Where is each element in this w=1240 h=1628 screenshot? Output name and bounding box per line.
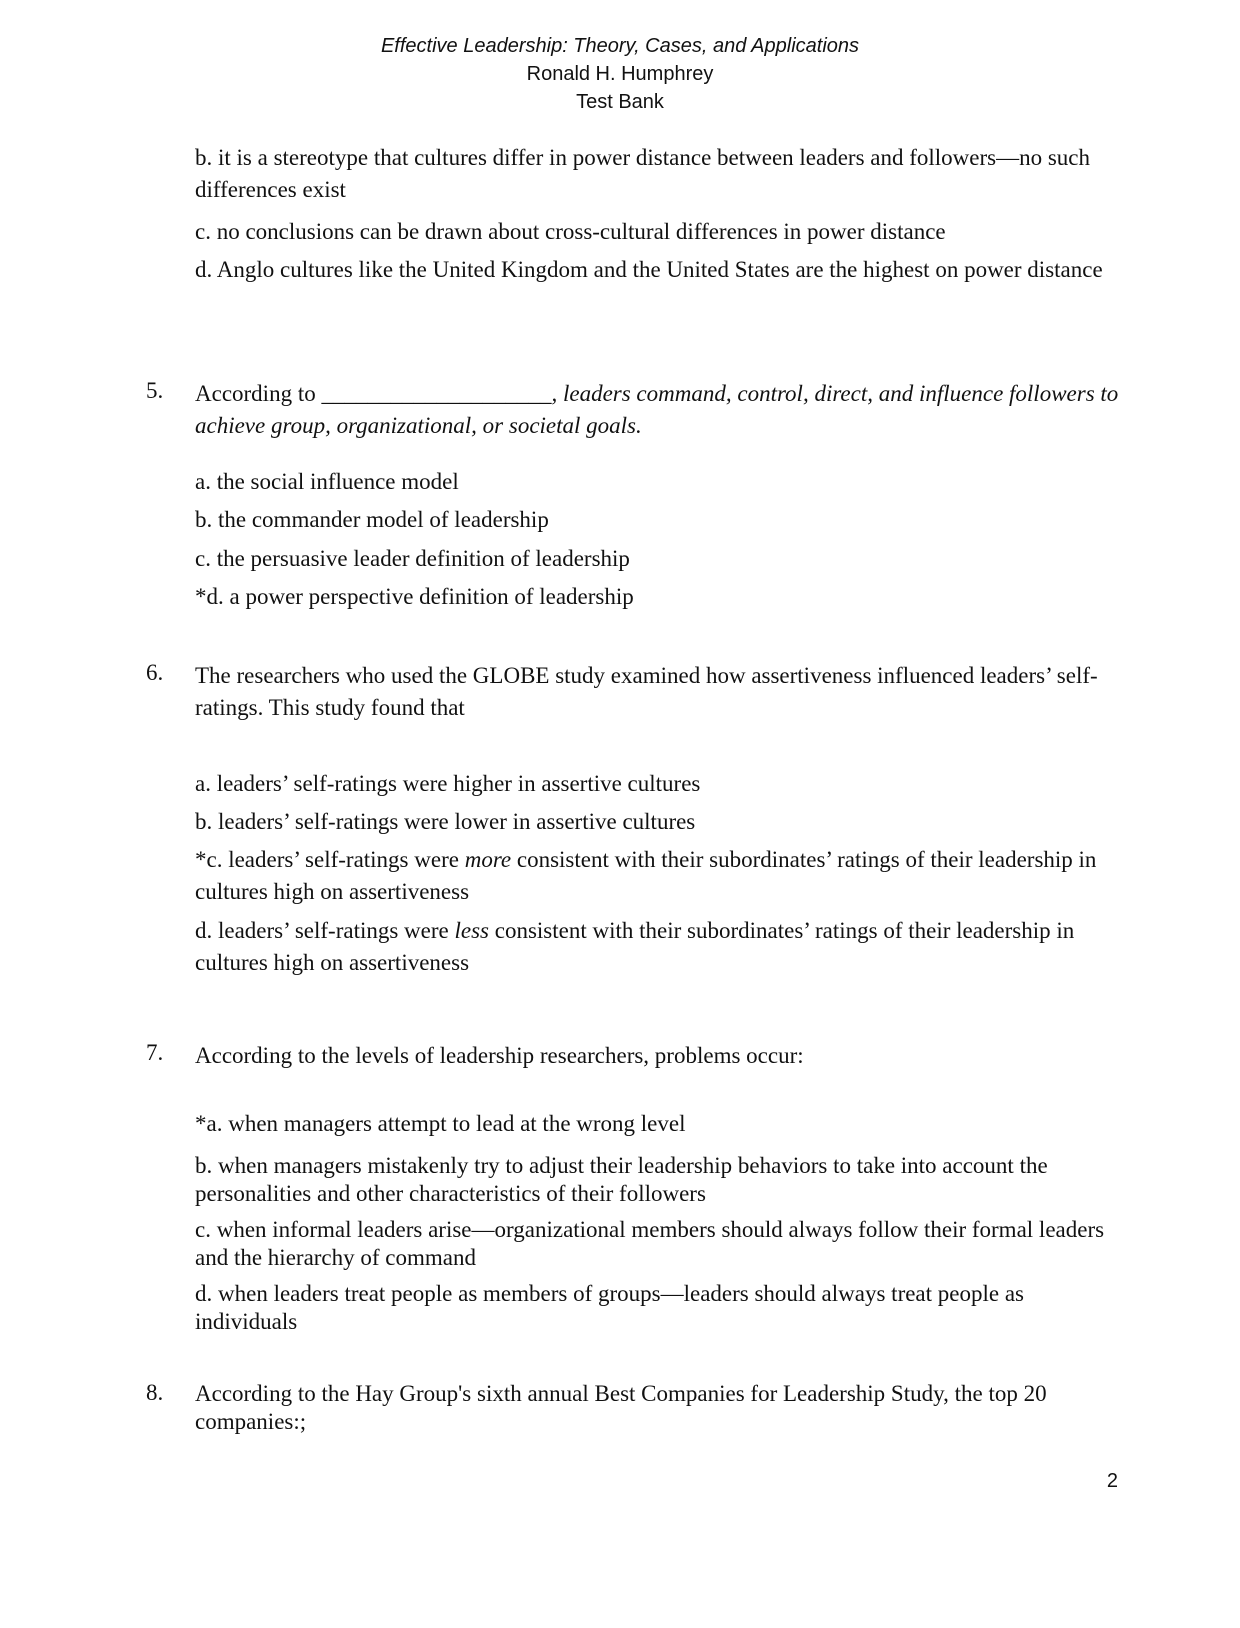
option-c: c. the persuasive leader definition of leadership <box>195 546 630 571</box>
option-a: a. the social influence model <box>195 469 459 494</box>
prev-option-b: b. it is a stereotype that cultures differ in power distance between leaders and followers—no such differences exist <box>195 145 1091 202</box>
question-number: 5. <box>146 378 164 403</box>
question-text <box>195 378 1125 442</box>
option-c-correct <box>195 844 1125 908</box>
option-text: *c. leaders’ self-ratings were <box>195 847 465 872</box>
question-text: According to the levels of leadership researchers, problems occur: <box>195 1043 804 1068</box>
prev-option-d: d. Anglo cultures like the United Kingdom and the United States are the highest on power distance <box>195 257 1103 282</box>
question-number: 8. <box>146 1380 164 1405</box>
option-text: consistent with their subordinates’ ratings of their leadership in cultures high on assertiveness <box>195 847 1097 904</box>
page-number: 2 <box>1106 1470 1118 1492</box>
option-emphasis: more <box>464 847 512 872</box>
option-b: b. leaders’ self-ratings were lower in assertive cultures <box>195 809 696 834</box>
document-subtitle: Test Bank <box>576 91 664 113</box>
question-prefix: According to <box>195 381 322 406</box>
question-suffix: , leaders command, control, direct, and influence followers to achieve group, organizational, or societal goals. <box>195 381 1119 438</box>
option-emphasis: less <box>454 918 489 943</box>
question-text: The researchers who used the GLOBE study examined how assertiveness influenced leaders’ self-ratings. This study found that <box>195 663 1098 720</box>
option-a-correct: *a. when managers attempt to lead at the wrong level <box>195 1111 686 1136</box>
option-c: c. when informal leaders arise—organizational members should always follow their formal leaders and the hierarchy of command <box>195 1217 1105 1270</box>
option-d <box>195 915 1125 979</box>
option-text: d. leaders’ self-ratings were <box>195 918 455 943</box>
option-d-correct: *d. a power perspective definition of leadership <box>195 584 634 609</box>
question-number: 6. <box>146 660 164 685</box>
option-b: b. the commander model of leadership <box>195 507 549 532</box>
question-text: According to the Hay Group's sixth annual Best Companies for Leadership Study, the top 20 companies:; <box>195 1381 1047 1434</box>
author-name: Ronald H. Humphrey <box>526 63 714 85</box>
prev-option-c: c. no conclusions can be drawn about cross-cultural differences in power distance <box>195 219 946 244</box>
book-title: Effective Leadership: Theory, Cases, and Applications <box>380 35 860 57</box>
option-b: b. when managers mistakenly try to adjust their leadership behaviors to take into account the personalities and other characteristics of their followers <box>195 1153 1048 1206</box>
option-d: d. when leaders treat people as members of groups—leaders should always treat people as individuals <box>195 1281 1024 1334</box>
page-header <box>0 32 1240 116</box>
question-number: 7. <box>146 1040 164 1065</box>
option-text: consistent with their subordinates’ ratings of their leadership in cultures high on assertiveness <box>195 918 1075 975</box>
option-a: a. leaders’ self-ratings were higher in assertive cultures <box>195 771 701 796</box>
answer-blank: ____________________ <box>321 381 552 406</box>
